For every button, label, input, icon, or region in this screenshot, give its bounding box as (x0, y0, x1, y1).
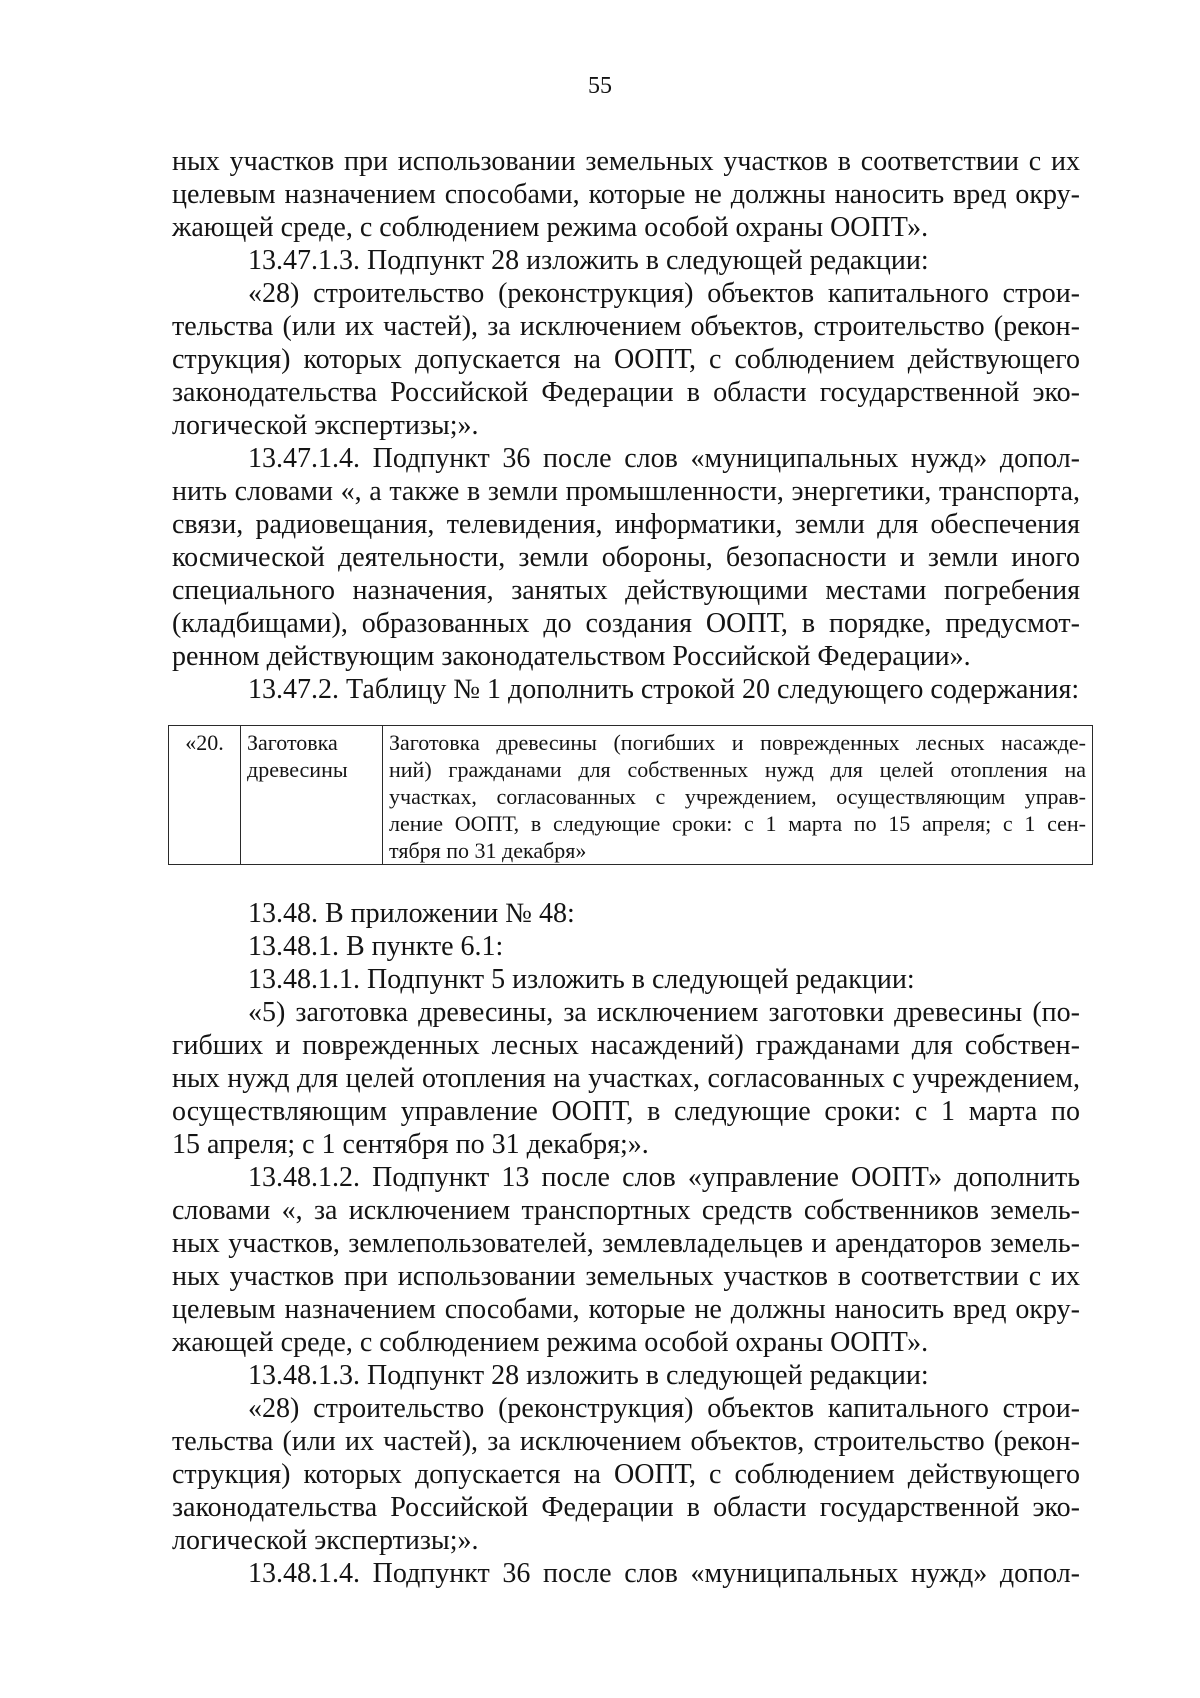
activity-name-line: древесины (247, 757, 348, 782)
text-block-bottom (172, 897, 1080, 1590)
text-line: тельства (или их частей), за исключением объектов, строительство (рекон- (172, 1426, 1080, 1457)
text-line: ных участков при использовании земельных участков в соответствии с их (172, 146, 1080, 177)
text-line: 13.48.1.1. Подпункт 5 изложить в следующей редакции: (248, 964, 915, 995)
text-line: 15 апреля; с 1 сентября по 31 декабря;». (172, 1129, 649, 1160)
text-line: 13.47.1.4. Подпункт 36 после слов «муниципальных нужд» допол- (248, 443, 1080, 474)
text-block-top (172, 145, 1080, 706)
activity-name-cell (241, 726, 383, 865)
amendment-table (168, 725, 1093, 865)
text-line: жающей среде, с соблюдением режима особой охраны ООПТ». (172, 1327, 929, 1358)
text-line: законодательства Российской Федерации в области государственной эко- (172, 377, 1080, 408)
row-number: «20. (185, 730, 224, 755)
text-line: «28) строительство (реконструкция) объектов капитального строи- (248, 278, 1080, 309)
text-line: (кладбищами), образованных до создания ООПТ, в порядке, предусмот- (172, 608, 1080, 639)
text-line: 13.48.1.3. Подпункт 28 изложить в следующей редакции: (248, 1360, 929, 1391)
text-line: логической экспертизы;». (172, 410, 479, 441)
text-line: ных участков при использовании земельных участков в соответствии с их (172, 1261, 1080, 1292)
description-line: Заготовка древесины (погибших и поврежденных лесных насажде- (389, 730, 1086, 755)
text-line: струкция) которых допускается на ООПТ, с соблюдением действующего (172, 1459, 1080, 1490)
text-line: 13.48. В приложении № 48: (248, 898, 575, 929)
text-line: ренном действующим законодательством Российской Федерации». (172, 641, 971, 672)
text-line: специального назначения, занятых действующими местами погребения (172, 575, 1080, 606)
activity-description-cell (383, 726, 1093, 865)
activity-name-line: Заготовка (247, 730, 338, 755)
text-line: нить словами «, а также в земли промышленности, энергетики, транспорта, (172, 476, 1080, 507)
page-number: 55 (588, 73, 612, 99)
text-line: осуществляющим управление ООПТ, в следующие сроки: с 1 марта по (172, 1096, 1080, 1127)
text-line: законодательства Российской Федерации в области государственной эко- (172, 1492, 1080, 1523)
text-line: словами «, за исключением транспортных средств собственников земель- (172, 1195, 1080, 1226)
text-line: струкция) которых допускается на ООПТ, с соблюдением действующего (172, 344, 1080, 375)
text-line: 13.47.2. Таблицу № 1 дополнить строкой 20 следующего содержания: (248, 674, 1080, 705)
text-line: логической экспертизы;». (172, 1525, 479, 1556)
row-number-cell (169, 726, 241, 865)
description-line: ний) гражданами для собственных нужд для целей отопления на (389, 757, 1086, 782)
text-line: связи, радиовещания, телевидения, информатики, земли для обеспечения (172, 509, 1080, 540)
description-line: участках, согласованных с учреждением, осуществляющим управ- (389, 784, 1086, 809)
text-line: «28) строительство (реконструкция) объектов капитального строи- (248, 1393, 1080, 1424)
text-line: «5) заготовка древесины, за исключением заготовки древесины (по- (248, 997, 1080, 1028)
table-row (169, 726, 1093, 865)
text-line: 13.47.1.3. Подпункт 28 изложить в следующей редакции: (248, 245, 929, 276)
text-line: космической деятельности, земли обороны, безопасности и земли иного (172, 542, 1080, 573)
description-line: тября по 31 декабря» (389, 838, 587, 863)
text-line: ных участков, землепользователей, землевладельцев и арендаторов земель- (172, 1228, 1080, 1259)
text-line: гибших и поврежденных лесных насаждений) гражданами для собствен- (172, 1030, 1080, 1061)
text-line: целевым назначением способами, которые не должны наносить вред окру- (172, 1294, 1080, 1325)
text-line: 13.48.1.4. Подпункт 36 после слов «муниципальных нужд» допол- (248, 1558, 1080, 1589)
text-line: тельства (или их частей), за исключением объектов, строительство (рекон- (172, 311, 1080, 342)
text-line: ных нужд для целей отопления на участках, согласованных с учреждением, (172, 1063, 1080, 1094)
text-line: целевым назначением способами, которые не должны наносить вред окру- (172, 179, 1080, 210)
text-line: жающей среде, с соблюдением режима особой охраны ООПТ». (172, 212, 929, 243)
text-line: 13.48.1. В пункте 6.1: (248, 931, 504, 962)
text-line: 13.48.1.2. Подпункт 13 после слов «управление ООПТ» дополнить (248, 1162, 1080, 1193)
description-line: ление ООПТ, в следующие сроки: с 1 марта по 15 апреля; с 1 сен- (389, 811, 1086, 836)
